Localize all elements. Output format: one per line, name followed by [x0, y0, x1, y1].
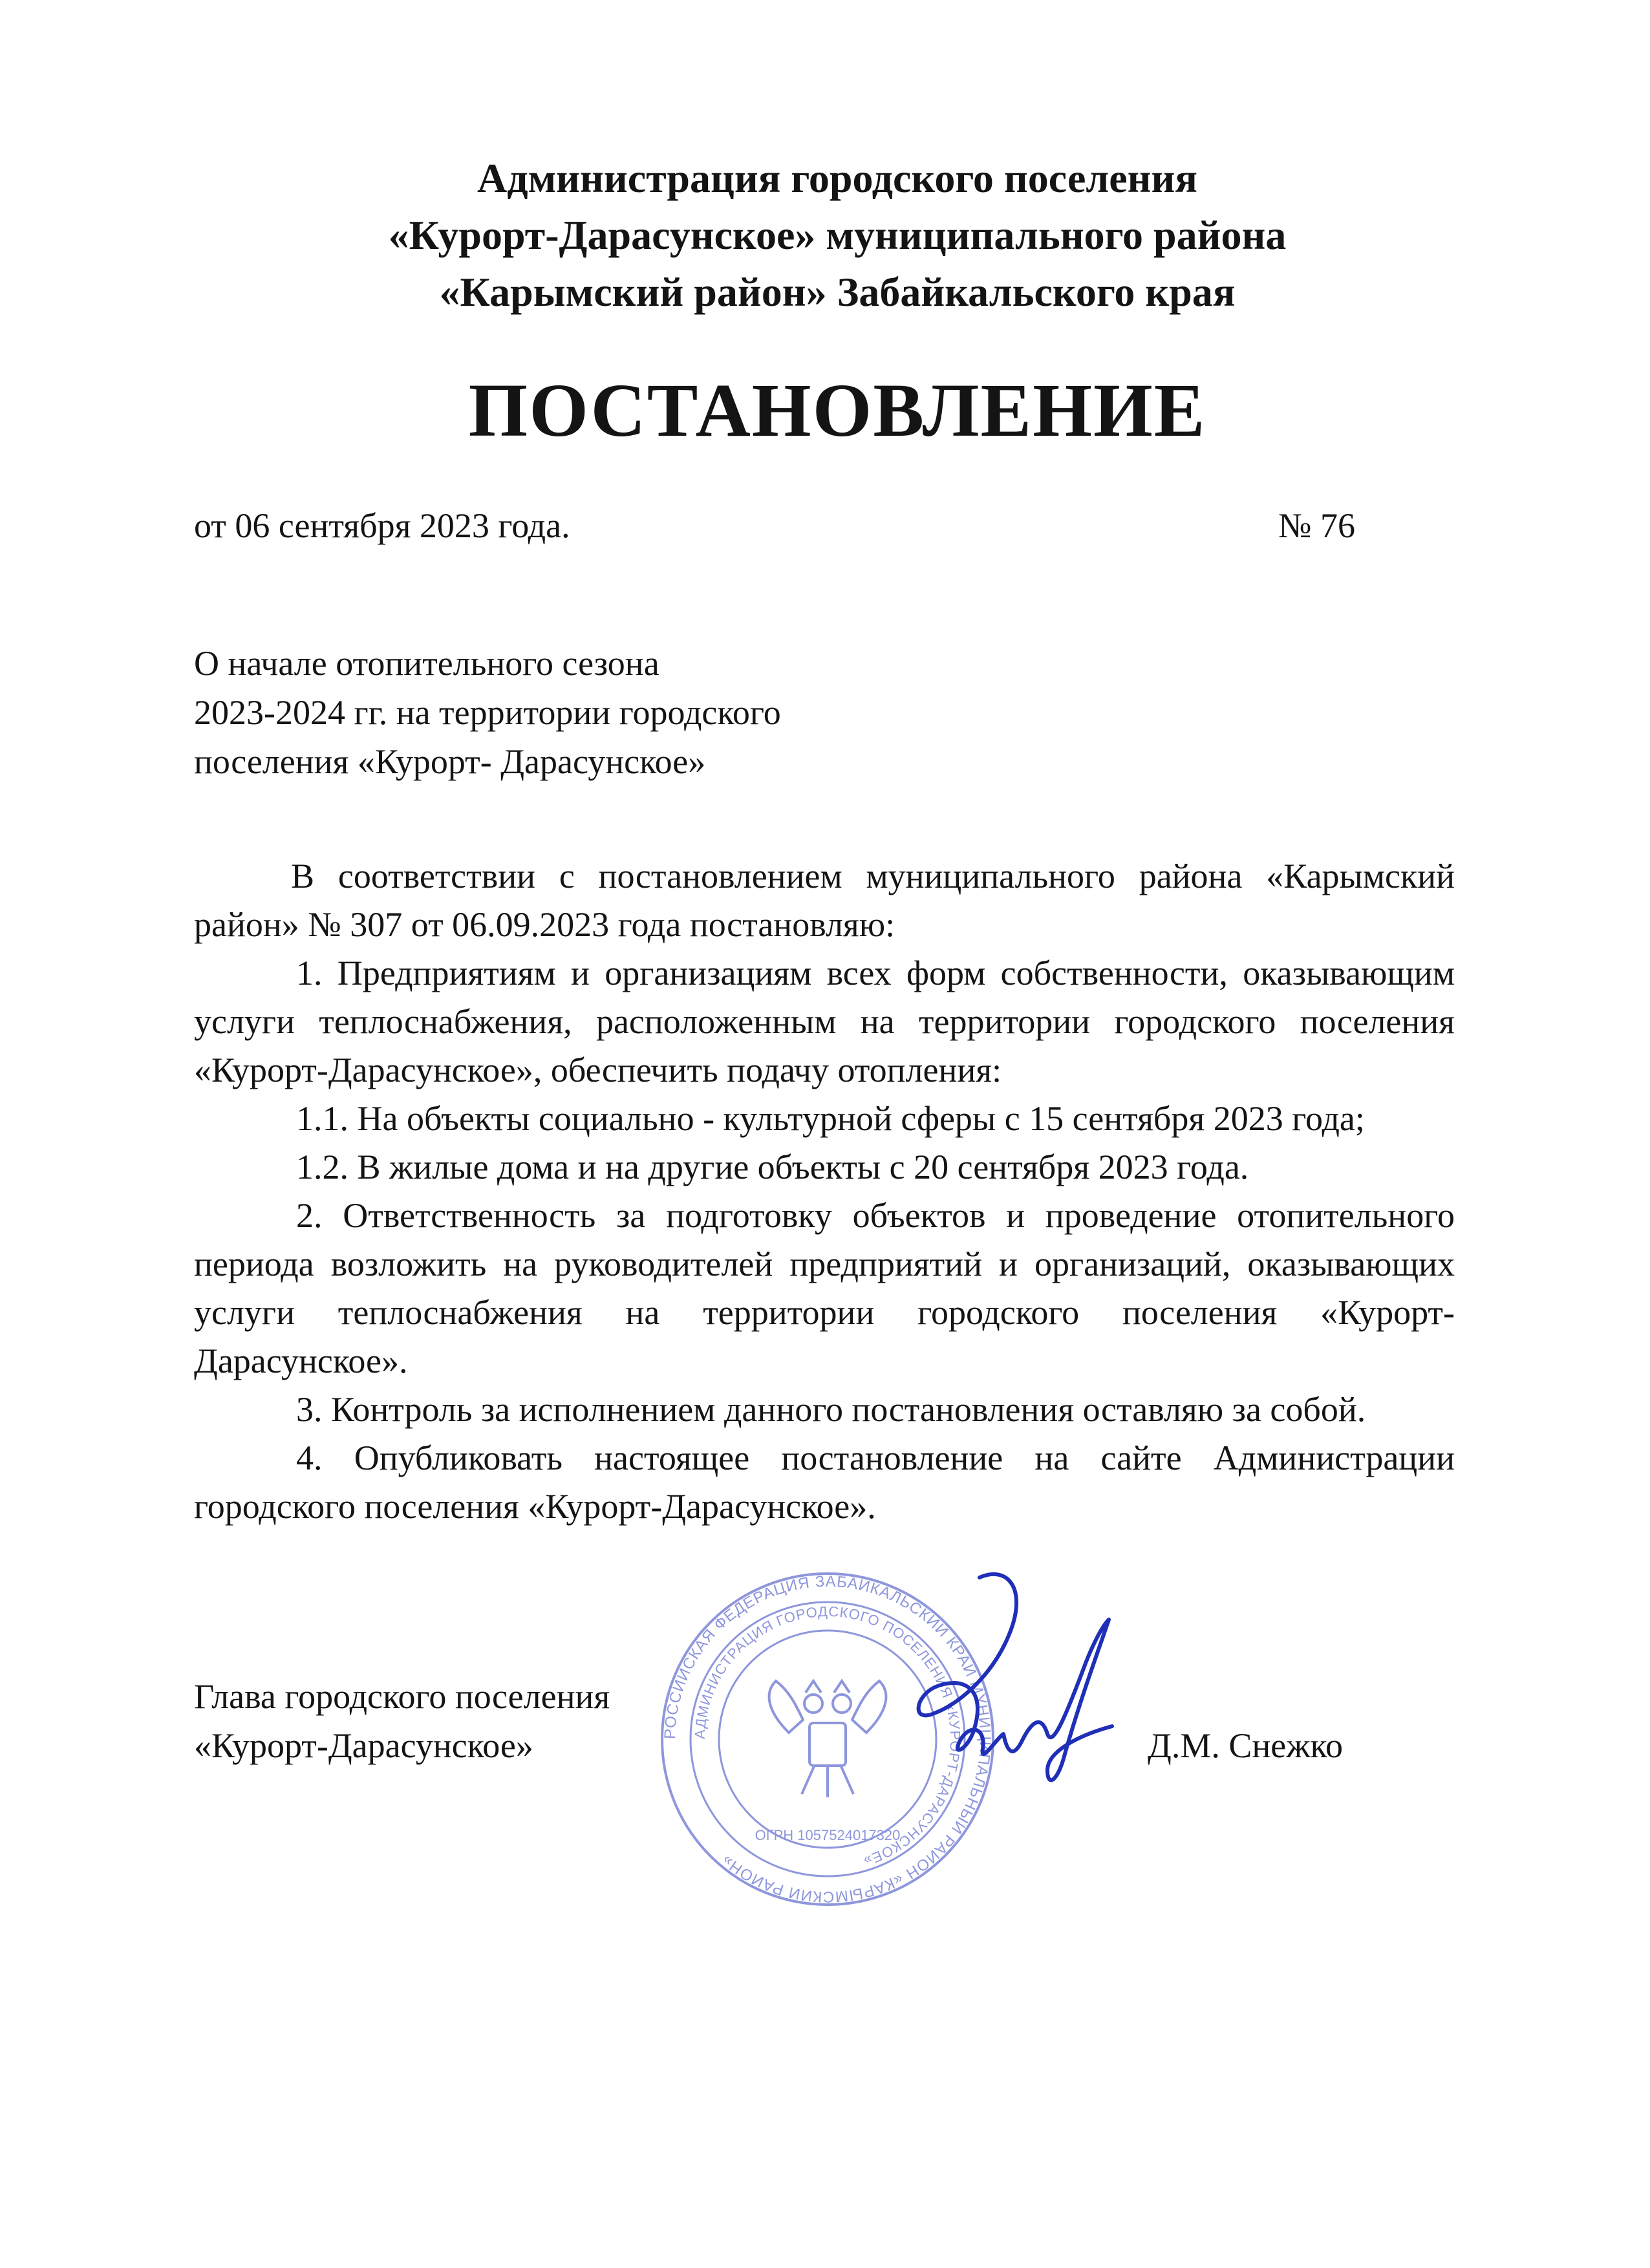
signatory-name: Д.М. Снежко: [1148, 1726, 1344, 1765]
stamp-ogrn: ОГРН 1057524017320: [755, 1827, 901, 1843]
signatory-title-line-2: «Курорт-Дарасунское»: [194, 1726, 533, 1765]
stamp-outer-text: РОССИЙСКАЯ ФЕДЕРАЦИЯ ЗАБАЙКАЛЬСКИЙ КРАЙ МУНИЦИПАЛЬНЫЙ РАЙОН «КАРЫМСКИЙ РАЙОН»: [661, 1572, 994, 1906]
subject-line-1: О начале отопительного сезона: [194, 644, 659, 683]
document-number: № 76: [1278, 506, 1355, 545]
body-item-1-1: 1.1. На объекты социально - культурной сферы с 15 сентября 2023 года;: [296, 1099, 1365, 1138]
body-item-3: 3. Контроль за исполнением данного постановления оставляю за собой.: [296, 1390, 1366, 1429]
subject-line-3: поселения «Курорт- Дарасунское»: [194, 742, 706, 781]
document-date: от 06 сентября 2023 года.: [194, 506, 570, 545]
stamp-inner-text: АДМИНИСТРАЦИЯ ГОРОДСКОГО ПОСЕЛЕНИЯ «КУРОРТ-ДАРАСУНСКОЕ»: [691, 1603, 964, 1870]
document-body: [194, 852, 1455, 1531]
header-line-2: «Курорт-Дарасунское» муниципального района: [388, 212, 1287, 258]
handwritten-signature: [853, 1565, 1125, 1836]
body-item-2: 2. Ответственность за подготовку объектов и проведение отопительного периода возложить на руководителей предприятий и организаций, оказывающих услуги теплоснабжения на территории городского поселения «Курорт-Дарасунское».: [194, 1196, 1455, 1380]
subject-line-2: 2023-2024 гг. на территории городского: [194, 693, 781, 732]
body-intro: В соответствии с постановлением муниципального района «Карымский район» № 307 от 06.09.2023 года постановляю:: [194, 857, 1455, 944]
document-type-title: ПОСТАНОВЛЕНИЕ: [468, 368, 1206, 453]
signatory-title-line-1: Глава городского поселения: [194, 1677, 610, 1716]
signatory-title: [194, 1672, 610, 1770]
header-line-1: Администрация городского поселения: [477, 155, 1198, 201]
document-subject: [194, 639, 781, 786]
body-item-1-2: 1.2. В жилые дома и на другие объекты с 20 сентября 2023 года.: [296, 1148, 1249, 1186]
body-item-1: 1. Предприятиям и организациям всех форм собственности, оказывающим услуги теплоснабжения, расположенным на территории городского поселения «Курорт-Дарасунское», обеспечить подачу отопления:: [194, 954, 1455, 1089]
organization-header: [194, 150, 1481, 321]
body-item-4: 4. Опубликовать настоящее постановление на сайте Администрации городского поселения «Курорт-Дарасунское».: [194, 1439, 1455, 1526]
header-line-3: «Карымский район» Забайкальского края: [439, 269, 1236, 315]
